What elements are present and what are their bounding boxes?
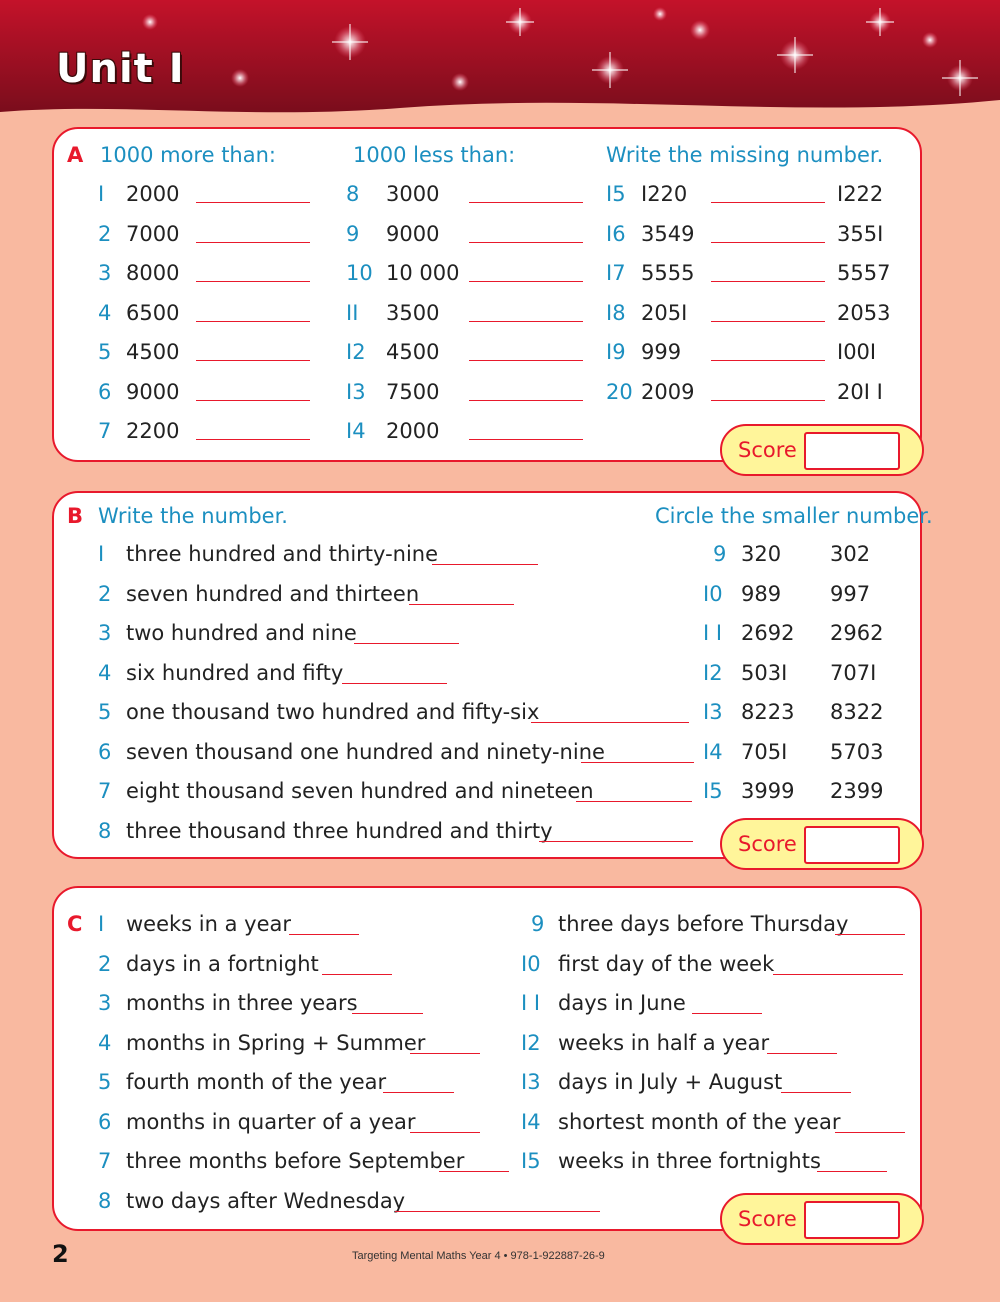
number-words: two hundred and nine xyxy=(126,621,357,645)
number-words: seven hundred and thirteen xyxy=(126,581,420,606)
question-text: fourth month of the year xyxy=(126,1070,387,1094)
sequence-end: 20I I xyxy=(837,379,883,404)
question-number: 8 xyxy=(346,182,360,206)
question-number: I7 xyxy=(606,261,626,285)
answer-line[interactable] xyxy=(410,1132,480,1133)
question-number: I9 xyxy=(606,340,626,364)
answer-line[interactable] xyxy=(352,1013,423,1014)
question-number: I3 xyxy=(346,379,366,404)
question-text: days in July + August xyxy=(558,1070,783,1094)
answer-line[interactable] xyxy=(711,202,825,203)
compare-option-b[interactable]: 2962 xyxy=(830,621,884,645)
answer-line[interactable] xyxy=(395,1211,600,1212)
answer-line[interactable] xyxy=(692,1013,762,1014)
header-banner xyxy=(0,0,1000,120)
answer-line[interactable] xyxy=(711,281,825,282)
question-number: 4 xyxy=(98,300,112,325)
question-text: shortest month of the year xyxy=(558,1109,841,1134)
sequence-start: 205I xyxy=(641,300,688,325)
section-a-letter: A xyxy=(67,143,84,167)
question-number: I2 xyxy=(703,660,723,685)
question-number: I5 xyxy=(521,1149,541,1173)
section-b-heading-write: Write the number. xyxy=(98,504,288,528)
question-text: first day of the week xyxy=(558,951,775,976)
answer-line[interactable] xyxy=(581,762,694,763)
question-value: 10 000 xyxy=(386,261,460,285)
answer-line[interactable] xyxy=(469,400,583,401)
answer-line[interactable] xyxy=(196,202,310,203)
question-number: I8 xyxy=(606,300,626,325)
answer-line[interactable] xyxy=(817,1171,887,1172)
question-text: two days after Wednesday xyxy=(126,1188,406,1213)
question-number: I0 xyxy=(521,951,541,976)
score-box[interactable] xyxy=(804,432,900,470)
answer-line[interactable] xyxy=(835,1132,905,1133)
sequence-end: I222 xyxy=(837,182,884,206)
question-text: months in quarter of a year xyxy=(126,1109,416,1134)
compare-option-a[interactable]: 503I xyxy=(741,660,788,685)
question-number: 9 xyxy=(531,912,545,936)
score-label: Score xyxy=(738,1207,797,1231)
answer-line[interactable] xyxy=(835,934,905,935)
compare-option-a[interactable]: 705I xyxy=(741,739,788,764)
answer-line[interactable] xyxy=(469,242,583,243)
answer-line[interactable] xyxy=(409,604,514,605)
question-number: 3 xyxy=(98,621,112,645)
answer-line[interactable] xyxy=(196,439,310,440)
question-number: I I xyxy=(703,621,723,645)
page-number: 2 xyxy=(52,1240,69,1268)
section-a-heading-less: 1000 less than: xyxy=(353,143,516,167)
question-number: 8 xyxy=(98,818,112,843)
answer-line[interactable] xyxy=(711,400,825,401)
question-value: 7500 xyxy=(386,379,440,404)
answer-line[interactable] xyxy=(439,1171,509,1172)
question-text: months in Spring + Summer xyxy=(126,1030,426,1055)
section-c-letter: C xyxy=(67,912,83,936)
question-value: 7000 xyxy=(126,221,180,246)
compare-option-a[interactable]: 989 xyxy=(741,581,782,606)
question-text: three days before Thursday xyxy=(558,912,849,936)
sequence-start: 3549 xyxy=(641,221,695,246)
question-number: 20 xyxy=(606,379,633,404)
number-words: three hundred and thirty-nine xyxy=(126,542,439,566)
question-value: 4500 xyxy=(386,340,440,364)
question-number: I2 xyxy=(521,1030,541,1055)
answer-line[interactable] xyxy=(410,1053,480,1054)
question-number: 2 xyxy=(98,951,112,976)
question-number: 4 xyxy=(98,660,112,685)
compare-option-b[interactable]: 8322 xyxy=(830,700,884,724)
answer-line[interactable] xyxy=(196,321,310,322)
answer-line[interactable] xyxy=(196,281,310,282)
answer-line[interactable] xyxy=(322,974,392,975)
section-b-letter: B xyxy=(67,504,84,528)
answer-line[interactable] xyxy=(711,242,825,243)
compare-option-a[interactable]: 8223 xyxy=(741,700,795,724)
number-words: seven thousand one hundred and ninety-nine xyxy=(126,739,605,764)
answer-line[interactable] xyxy=(711,321,825,322)
section-a-panel xyxy=(52,127,922,462)
section-c-panel xyxy=(52,886,922,1231)
sequence-end: 5557 xyxy=(837,261,891,285)
answer-line[interactable] xyxy=(576,801,692,802)
number-words: eight thousand seven hundred and nineteen xyxy=(126,779,594,803)
section-b-score xyxy=(720,818,924,870)
question-text: days in June xyxy=(558,991,686,1015)
question-number: 8 xyxy=(98,1188,112,1213)
question-number: 7 xyxy=(98,419,112,443)
score-box[interactable] xyxy=(804,826,900,864)
question-number: 2 xyxy=(98,221,112,246)
question-number: 6 xyxy=(98,739,112,764)
question-number: 6 xyxy=(98,379,112,404)
section-a-heading-more: 1000 more than: xyxy=(100,143,276,167)
sequence-start: 999 xyxy=(641,340,682,364)
score-label: Score xyxy=(738,832,797,856)
question-number: I6 xyxy=(606,221,626,246)
question-number: I2 xyxy=(346,340,366,364)
question-number: I4 xyxy=(703,739,723,764)
answer-line[interactable] xyxy=(383,1092,454,1093)
number-words: three thousand three hundred and thirty xyxy=(126,818,553,843)
answer-line[interactable] xyxy=(196,360,310,361)
question-number: I I xyxy=(521,991,541,1015)
question-number: I xyxy=(98,912,105,936)
question-value: 8000 xyxy=(126,261,180,285)
question-number: I0 xyxy=(703,581,723,606)
number-words: six hundred and fifty xyxy=(126,660,344,685)
compare-option-a[interactable]: 3999 xyxy=(741,779,795,803)
compare-option-b[interactable]: 5703 xyxy=(830,739,884,764)
answer-line[interactable] xyxy=(196,400,310,401)
answer-line[interactable] xyxy=(767,1053,837,1054)
score-box[interactable] xyxy=(804,1201,900,1239)
question-value: 2200 xyxy=(126,419,180,443)
compare-option-b[interactable]: 302 xyxy=(830,542,871,566)
question-text: weeks in half a year xyxy=(558,1030,770,1055)
question-number: 9 xyxy=(713,542,727,566)
footer-text: Targeting Mental Maths Year 4 • 978-1-922887-26-9 xyxy=(352,1250,605,1262)
answer-line[interactable] xyxy=(469,202,583,203)
compare-option-a[interactable]: 320 xyxy=(741,542,782,566)
answer-line[interactable] xyxy=(781,1092,851,1093)
answer-line[interactable] xyxy=(469,439,583,440)
question-number: 4 xyxy=(98,1030,112,1055)
answer-line[interactable] xyxy=(469,281,583,282)
question-number: I5 xyxy=(703,779,723,803)
compare-option-b[interactable]: 997 xyxy=(830,581,871,606)
section-a-heading-missing: Write the missing number. xyxy=(606,143,884,167)
question-value: 3500 xyxy=(386,300,440,325)
question-value: 4500 xyxy=(126,340,180,364)
compare-option-b[interactable]: 2399 xyxy=(830,779,884,803)
answer-line[interactable] xyxy=(289,934,359,935)
section-a-score xyxy=(720,424,924,476)
number-words: one thousand two hundred and fifty-six xyxy=(126,700,540,724)
question-value: 2000 xyxy=(386,419,440,443)
answer-line[interactable] xyxy=(773,974,903,975)
question-number: 5 xyxy=(98,700,112,724)
question-number: 5 xyxy=(98,340,112,364)
sequence-end: 355I xyxy=(837,221,884,246)
sequence-start: 2009 xyxy=(641,379,695,404)
question-text: weeks in three fortnights xyxy=(558,1149,821,1173)
answer-line[interactable] xyxy=(432,564,538,565)
question-number: 7 xyxy=(98,1149,112,1173)
question-number: 5 xyxy=(98,1070,112,1094)
question-value: 2000 xyxy=(126,182,180,206)
question-number: 3 xyxy=(98,261,112,285)
question-number: I xyxy=(98,542,105,566)
question-number: II xyxy=(346,300,359,325)
unit-title: Unit I xyxy=(56,46,185,92)
sequence-start: I220 xyxy=(641,182,688,206)
compare-option-b[interactable]: 707I xyxy=(830,660,877,685)
answer-line[interactable] xyxy=(196,242,310,243)
section-b-heading-circle: Circle the smaller number. xyxy=(655,504,933,528)
question-number: 2 xyxy=(98,581,112,606)
question-number: 9 xyxy=(346,221,360,246)
answer-line[interactable] xyxy=(354,643,459,644)
question-number: 3 xyxy=(98,991,112,1015)
answer-line[interactable] xyxy=(539,841,693,842)
answer-line[interactable] xyxy=(711,360,825,361)
score-label: Score xyxy=(738,438,797,462)
answer-line[interactable] xyxy=(531,722,689,723)
question-number: I3 xyxy=(703,700,723,724)
question-number: 10 xyxy=(346,261,373,285)
question-value: 9000 xyxy=(126,379,180,404)
answer-line[interactable] xyxy=(469,321,583,322)
sequence-start: 5555 xyxy=(641,261,695,285)
question-value: 3000 xyxy=(386,182,440,206)
question-value: 6500 xyxy=(126,300,180,325)
answer-line[interactable] xyxy=(469,360,583,361)
question-text: three months before September xyxy=(126,1149,465,1173)
question-text: days in a fortnight xyxy=(126,951,319,976)
question-number: 6 xyxy=(98,1109,112,1134)
question-number: I4 xyxy=(521,1109,541,1134)
question-value: 9000 xyxy=(386,221,440,246)
question-text: weeks in a year xyxy=(126,912,292,936)
question-text: months in three years xyxy=(126,991,358,1015)
sequence-end: 2053 xyxy=(837,300,891,325)
question-number: I3 xyxy=(521,1070,541,1094)
sequence-end: I00I xyxy=(837,340,877,364)
section-c-score xyxy=(720,1193,924,1245)
question-number: 7 xyxy=(98,779,112,803)
question-number: I xyxy=(98,182,105,206)
answer-line[interactable] xyxy=(342,683,447,684)
question-number: I5 xyxy=(606,182,626,206)
compare-option-a[interactable]: 2692 xyxy=(741,621,795,645)
question-number: I4 xyxy=(346,419,366,443)
